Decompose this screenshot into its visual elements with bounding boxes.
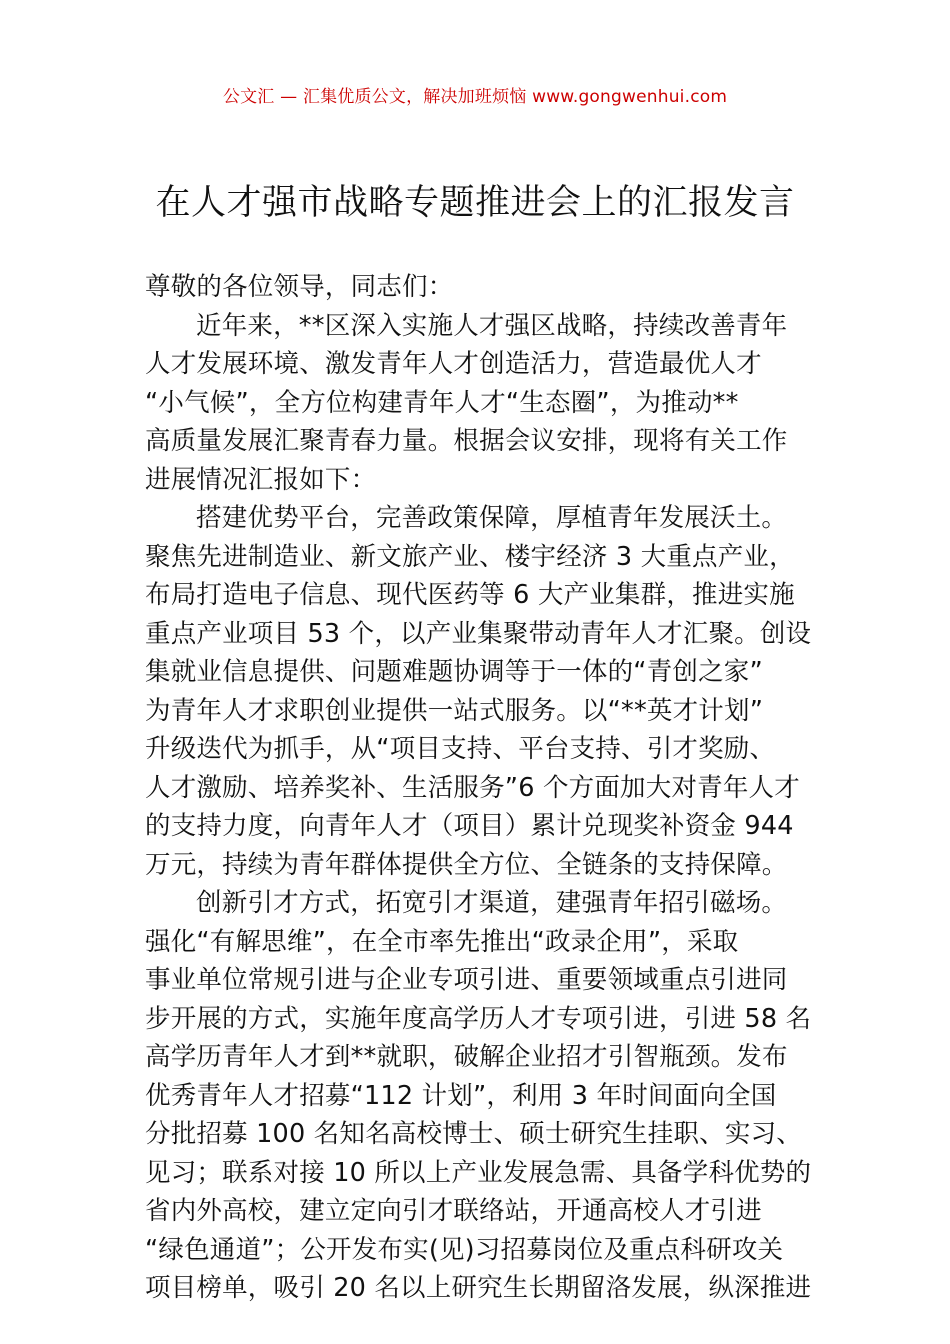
paragraph-line: 分批招募 100 名知名高校博士、硕士研究生挂职、实习、 xyxy=(145,1119,802,1149)
paragraph-line: 近年来，**区深入实施人才强区战略，持续改善青年 xyxy=(196,310,788,341)
paragraph-line: 人才激励、培养奖补、生活服务”6 个方面加大对青年人才 xyxy=(145,772,800,803)
paragraph-line: 的支持力度，向青年人才（项目）累计兑现奖补资金 944 xyxy=(145,811,794,841)
paragraph-line: 进展情况汇报如下： xyxy=(145,464,377,495)
paragraph-line: 聚焦先进制造业、新文旅产业、楼宇经济 3 大重点产业， xyxy=(145,541,795,572)
paragraph-line: “绿色通道”；公开发布实(见)习招募岗位及重点科研攻关 xyxy=(145,1234,784,1265)
paragraph-line: 优秀青年人才招募“112 计划”，利用 3 年时间面向全国 xyxy=(145,1080,777,1111)
document-body xyxy=(145,268,810,1308)
paragraph-line: 人才发展环境、激发青年人才创造活力，营造最优人才 xyxy=(145,349,762,379)
paragraph-line: 万元，持续为青年群体提供全方位、全链条的支持保障。 xyxy=(145,849,788,880)
paragraph-line: 步开展的方式，实施年度高学历人才专项引进，引进 58 名 xyxy=(145,1003,812,1034)
paragraph-line: 省内外高校，建立定向引才联络站，开通高校人才引进 xyxy=(145,1196,762,1226)
paragraph-line: 重点产业项目 53 个，以产业集聚带动青年人才汇聚。创设 xyxy=(145,618,812,649)
paragraph-line: 搭建优势平台，完善政策保障，厚植青年发展沃土。 xyxy=(196,503,788,533)
paragraph-line: 事业单位常规引进与企业专项引进、重要领域重点引进同 xyxy=(145,965,788,995)
paragraph-line: 强化“有解思维”，在全市率先推出“政录企用”，采取 xyxy=(145,926,739,957)
paragraph-line: 高学历青年人才到**就职，破解企业招才引智瓶颈。发布 xyxy=(145,1042,788,1072)
paragraph-line: 为青年人才求职创业提供一站式服务。以“**英才计划” xyxy=(145,695,764,726)
paragraph-line: 布局打造电子信息、现代医药等 6 大产业集群，推进实施 xyxy=(145,580,795,610)
salutation-line: 尊敬的各位领导，同志们： xyxy=(145,272,454,302)
document-title: 在人才强市战略专题推进会上的汇报发言 xyxy=(155,183,795,223)
paragraph-line: 见习；联系对接 10 所以上产业发展急需、具备学科优势的 xyxy=(145,1157,812,1188)
paragraph-line: 高质量发展汇聚青春力量。根据会议安排，现将有关工作 xyxy=(145,426,788,456)
paragraph-line: 集就业信息提供、问题难题协调等于一体的“青创之家” xyxy=(145,657,763,687)
paragraph-line: 升级迭代为抓手，从“项目支持、平台支持、引才奖励、 xyxy=(145,734,776,764)
paragraph-line: 项目榜单，吸引 20 名以上研究生长期留洛发展，纵深推进 xyxy=(145,1273,812,1303)
site-header: 公文汇 — 汇集优质公文，解决加班烦恼 www.gongwenhui.com xyxy=(222,87,728,107)
paragraph-line: “小气候”，全方位构建青年人才“生态圈”，为推动** xyxy=(145,387,739,418)
paragraph-line: 创新引才方式，拓宽引才渠道，建强青年招引磁场。 xyxy=(196,888,788,918)
